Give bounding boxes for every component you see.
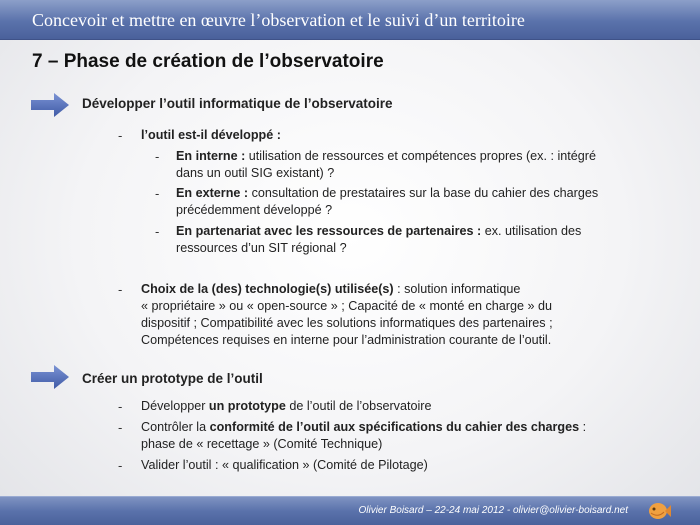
item-develop-prototype-bold: un prototype [208,399,286,413]
sub-item-external-line2: précédemment développé ? [176,203,333,217]
item-technology-choice-label: Choix de la (des) technologie(s) utilisée(s) [141,282,394,296]
arrow-right-icon [30,92,70,118]
slide-heading: 7 – Phase de création de l’observatoire [32,51,384,72]
presentation-title: Concevoir et mettre en œuvre l’observation et le suivi d’un territoire [32,10,525,30]
bullet-dash: - [155,224,160,239]
item-develop-prototype-post: de l’outil de l’observatoire [285,399,432,413]
sub-item-internal-label: En interne : [176,149,246,163]
item-technology-choice [141,281,553,349]
item-develop-prototype [141,398,431,415]
sub-item-internal-line2: dans un outil SIG existant) ? [176,166,335,180]
item-check-conformity-pre: Contrôler la [141,420,210,434]
sub-item-external-label: En externe : [176,186,249,200]
section-title-develop-tool: Développer l’outil informatique de l’observatoire [82,96,393,111]
title-bar [0,0,700,40]
item-check-conformity-line2: phase de « recettage » (Comité Technique) [141,437,383,451]
bullet-dash: - [118,399,123,414]
item-technology-choice-line3: dispositif ; Compatibilité avec les solutions informatiques des partenaires ; [141,316,553,330]
item-develop-prototype-pre: Développer [141,399,209,413]
item-technology-choice-text: : solution informatique [393,282,521,296]
bullet-dash: - [155,149,160,164]
sub-item-partnership-line2: ressources d’un SIT régional ? [176,241,347,255]
sub-item-partnership-text: ex. utilisation des [481,224,582,238]
bullet-dash: - [118,128,123,143]
footer-bar [0,496,700,525]
sub-item-partnership-label: En partenariat avec les ressources de partenaires : [176,224,482,238]
arrow-right-icon [30,364,70,390]
item-check-conformity-post: : [579,420,587,434]
item-technology-choice-line2: « propriétaire » ou « open-source » ; Capacité de « monté en charge » du [141,299,552,313]
sub-item-internal-text: utilisation de ressources et compétences propres (ex. : intégré [245,149,596,163]
item-check-conformity [141,419,586,453]
bullet-dash: - [118,420,123,435]
bullet-dash: - [118,282,123,297]
item-tool-developed: l’outil est-il développé : [141,128,281,142]
item-validate-tool: Valider l’outil : « qualification » (Comité de Pilotage) [141,458,428,472]
sub-item-partnership [176,223,581,257]
item-check-conformity-bold: conformité de l’outil aux spécifications du cahier des charges [209,420,580,434]
bullet-dash: - [118,458,123,473]
sub-item-internal [176,148,596,182]
section-title-create-prototype: Créer un prototype de l’outil [82,371,263,386]
fish-logo-icon [646,499,672,523]
sub-item-external-text: consultation de prestataires sur la base du cahier des charges [248,186,599,200]
footer-text: Olivier Boisard – 22-24 mai 2012 - olivier@olivier-boisard.net [358,505,628,516]
sub-item-external [176,185,598,219]
bullet-dash: - [155,186,160,201]
item-technology-choice-line4: Compétences requises en interne pour l’administration courante de l’outil. [141,333,552,347]
